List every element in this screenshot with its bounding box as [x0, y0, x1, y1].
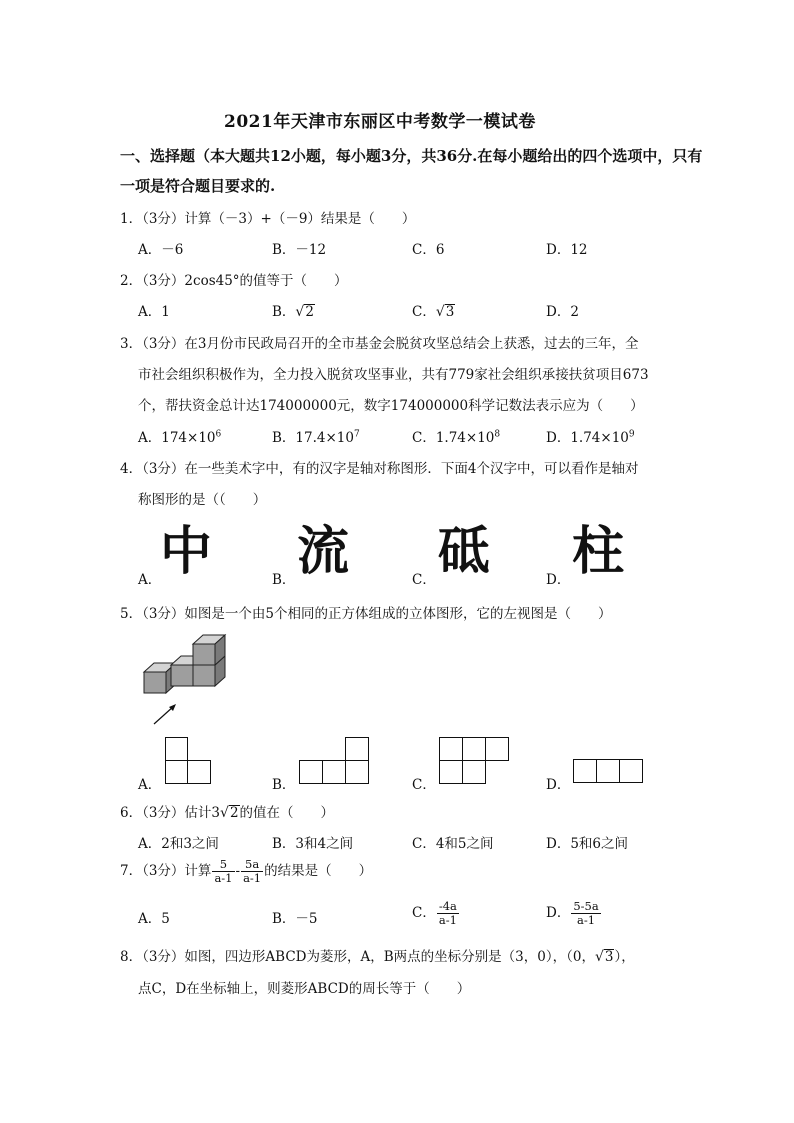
q5-option-d-view [573, 759, 645, 789]
q3-option-b [272, 426, 360, 446]
q6-option-c: C．4和5之间 [412, 836, 494, 852]
q3-option-a-exponent: 6 [215, 429, 222, 440]
q6-radicand: 2 [229, 805, 239, 821]
q2-stem: 2．（3分）2cos45°的值等于（ ） [120, 273, 348, 289]
q3-option-c [412, 426, 500, 446]
q7-f1-denominator: a-1 [214, 871, 233, 885]
q2-option-b-radicand: 2 [305, 304, 314, 320]
q7-fraction-1 [212, 858, 234, 885]
q3-option-c-exponent: 8 [494, 429, 501, 440]
q8-line1-prefix: 8．（3分）如图，四边形ABCD为菱形，A，B两点的坐标分别是（3，0），（0， [120, 949, 595, 965]
q3-option-c-base: C．1.74×10 [412, 430, 495, 446]
q4-option-c-label: C． [412, 572, 436, 588]
q6-option-a: A．2和3之间 [138, 836, 219, 852]
q7-stem-prefix: 7．（3分）计算 [120, 863, 212, 879]
q2-option-b-label: B． [272, 304, 296, 320]
q4-option-b-label: B． [272, 572, 296, 588]
q5-option-c-view [439, 737, 511, 787]
q4-char-zhu: 柱 [572, 522, 625, 582]
q7-option-d-numerator: 5-5a [573, 899, 599, 913]
q2-option-c-label: C． [412, 304, 436, 320]
q7-option-a: A．5 [138, 911, 170, 927]
radical-sign: √ [594, 949, 604, 965]
q6-stem [120, 801, 334, 821]
q7-option-c-denominator: a-1 [438, 913, 457, 927]
q7-minus: - [235, 863, 241, 879]
section-heading-line2: 一项是符合题目要求的. [120, 177, 276, 195]
q7-option-d-fraction [571, 900, 600, 927]
q3-option-d [546, 426, 635, 446]
q1-option-a: A．－6 [138, 242, 184, 258]
q7-option-c-numerator: -4a [438, 899, 457, 913]
q8-line1 [120, 945, 635, 965]
q5-option-a-view [165, 737, 215, 787]
page-title: 2021年天津市东丽区中考数学一模试卷 [224, 112, 536, 132]
q3-option-a [138, 426, 221, 446]
q3-line3: 个，帮扶资金总计达174000000元，数字174000000科学记数法表示应为（ ） [138, 398, 644, 414]
q7-stem-suffix: 的结果是（ ） [264, 863, 373, 879]
q7-f2-denominator: a-1 [243, 871, 262, 885]
q2-option-c-radicand: 3 [445, 304, 455, 320]
q3-option-d-exponent: 9 [628, 429, 635, 440]
q8-line2: 点C，D在坐标轴上，则菱形ABCD的周长等于（ ） [138, 981, 471, 997]
q7-option-c-label: C． [412, 905, 436, 921]
radical-sign: √ [295, 304, 305, 320]
q4-char-liu: 流 [297, 522, 350, 582]
q7-option-d [546, 900, 602, 927]
q4-char-di: 砥 [438, 522, 491, 582]
q1-option-b: B．－12 [272, 242, 327, 258]
q2-option-b [272, 300, 315, 320]
q3-option-b-base: B．17.4×10 [272, 430, 354, 446]
q5-option-a-label: A． [138, 777, 162, 793]
q5-option-b-view [299, 737, 371, 787]
q6-option-b: B．3和4之间 [272, 836, 354, 852]
q5-option-c-label: C． [412, 777, 436, 793]
q7-f1-numerator: 5 [212, 858, 234, 872]
q5-cube-figure [138, 630, 238, 740]
radical-sign: √ [220, 805, 229, 821]
q7-option-d-label: D． [546, 905, 571, 921]
q7-option-d-denominator: a-1 [576, 913, 596, 927]
q3-line1: 3．（3分）在3月份市民政局召开的全市基金会脱贫攻坚总结会上获悉，过去的三年，全 [120, 336, 639, 352]
q4-line1: 4．（3分）在一些美术字中，有的汉字是轴对称图形．下面4个汉字中，可以看作是轴对 [120, 461, 639, 477]
q6-option-d: D．5和6之间 [546, 836, 629, 852]
section-heading-line1: 一、选择题（本大题共12小题，每小题3分，共36分.在每小题给出的四个选项中，只有 [120, 147, 703, 165]
q2-option-a: A．1 [138, 304, 170, 320]
q3-line2: 市社会组织积极作为，全力投入脱贫攻坚事业，共有779家社会组织承接扶贫项目673 [138, 367, 649, 383]
q7-option-b: B．－5 [272, 911, 318, 927]
q3-option-d-base: D．1.74×10 [546, 430, 629, 446]
q1-option-c: C．6 [412, 242, 445, 258]
q7-option-c-fraction [437, 900, 459, 927]
q4-option-d-label: D． [546, 572, 571, 588]
q5-stem: 5．（3分）如图是一个由5个相同的正方体组成的立体图形，它的左视图是（ ） [120, 606, 612, 622]
q7-option-c [412, 900, 460, 927]
q2-option-c [412, 300, 455, 320]
q7-f2-numerator: 5a [241, 858, 263, 872]
q7-fraction-2 [241, 858, 263, 885]
q6-stem-suffix: 的值在（ ） [239, 805, 335, 821]
q4-option-a-label: A． [138, 572, 162, 588]
radical-sign: √ [435, 304, 445, 320]
q4-line2: 称图形的是（（ ） [138, 492, 267, 508]
q7-stem [120, 858, 372, 885]
q8-radicand: 3 [604, 949, 614, 965]
q4-char-zhong: 中 [160, 522, 213, 582]
q5-option-b-label: B． [272, 777, 296, 793]
q6-stem-prefix: 6．（3分）估计3 [120, 805, 221, 821]
q1-stem: 1．（3分）计算（－3）+（－9）结果是（ ） [120, 211, 416, 227]
q3-option-a-base: A．174×10 [138, 430, 216, 446]
q1-option-d: D．12 [546, 242, 588, 258]
q5-option-d-label: D． [546, 777, 571, 793]
q3-option-b-exponent: 7 [353, 429, 360, 440]
q2-option-d: D．2 [546, 304, 579, 320]
q8-line1-suffix: ）， [614, 949, 635, 965]
